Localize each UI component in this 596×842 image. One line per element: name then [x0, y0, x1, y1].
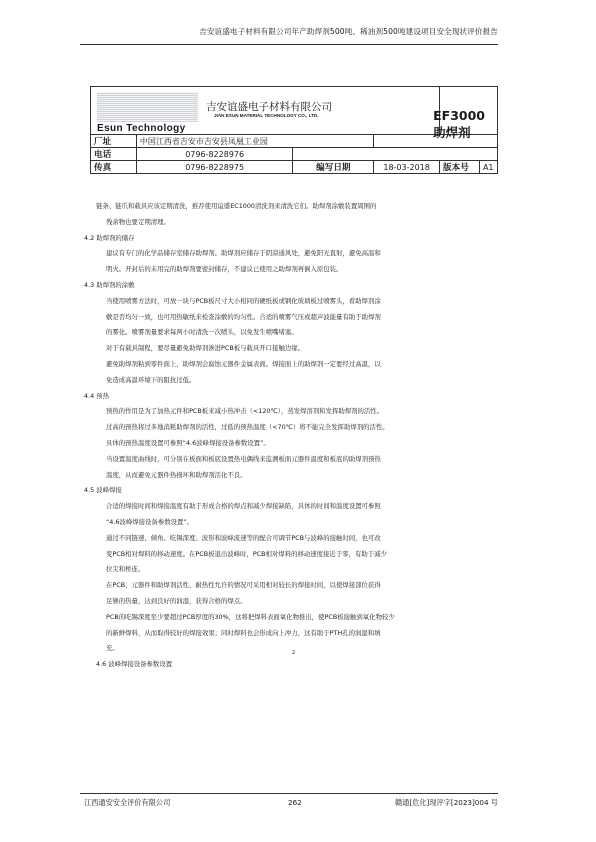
- logo-text: Esun Technology: [97, 123, 186, 134]
- body-line: 当设置温度曲线时，可分别在板面和板底设置热电偶线来监测板面元器件温度和板底的助焊剂预热: [106, 454, 381, 463]
- version-label: 版本号: [440, 161, 480, 174]
- body-line: 对于有载具制程，要尽量避免助焊剂渗进PCB板与载具开口接触边缘。: [106, 344, 305, 353]
- body-line: 通过不同链速、倾角、吃锡深度、波形和波峰流速等的配合可调节PCB与波峰的接触时间，也可改: [106, 533, 381, 542]
- product-info-sheet: [90, 86, 498, 192]
- body-line: 链条、链爪和载具应该定期清洗，推荐使用谊盛EC1000清洗剂来清洗它们。助焊剂涂敷装置周围的: [96, 202, 377, 210]
- body-line: 敷是否均匀一致，也可用热敏纸来检查涂敷的均匀性。合适的喷雾气压或超声波能量有助于助焊剂: [106, 312, 381, 321]
- footer-left: 江西通安安全评价有限公司: [84, 798, 171, 807]
- body-line: 具体的预热温度设置可参照“4.6波峰焊接设备参数设置”。: [106, 438, 270, 447]
- body-line: “4.6波峰焊接设备参数设置”。: [106, 517, 194, 526]
- factory-value: 中国江西省吉安市吉安县凤凰工业园: [136, 135, 373, 148]
- body-line: 足够的热量，达到良好的润湿，获得合格的焊点。: [106, 596, 247, 605]
- body-line: 拉尖和桥连。: [106, 565, 145, 574]
- body-line: 温度，从而避免元器件热损坏和助焊剂活化不良。: [106, 470, 247, 479]
- fax-value: 0796-8228975: [136, 161, 293, 174]
- company-name-cn: 吉安谊盛电子材料有限公司: [206, 101, 332, 113]
- phone-label: 电话: [91, 148, 137, 161]
- sheet-header-table: [90, 86, 498, 174]
- section-heading: 4.4 预热: [84, 391, 109, 400]
- empty-cell: [293, 148, 498, 161]
- body-line: 过高的预热将过多地消耗助焊剂的活性，过低的预热温度（<70℃）将不能完全发挥助焊剂的活性。: [106, 423, 389, 432]
- body-line: 避免助焊剂粘到零件面上，助焊剂会腐蚀元器件金属表面。焊接面上的助焊剂一定要经过高温，以: [106, 359, 381, 368]
- body-line: 当使用喷雾方法时，可放一块与PCB板尺寸大小相同的硬纸板或钢化玻璃板过喷雾头，看助焊剂涂: [106, 296, 381, 305]
- section-heading: 4.5 波峰焊接: [84, 486, 122, 495]
- factory-label: 厂址: [91, 135, 137, 148]
- date-value: 18-03-2018: [374, 161, 440, 174]
- document-body: [84, 199, 502, 673]
- date-label: 编写日期: [293, 161, 374, 174]
- footer-rule: [80, 793, 498, 794]
- body-line: 建议有专门的化学品储存室储存助焊剂。助焊剂应储存于阴凉通风处，避免阳光直射，避免高温和: [106, 249, 381, 258]
- phone-value: 0796-8228976: [136, 148, 293, 161]
- section-heading: 4.6 波峰焊接设备参数设置: [96, 660, 173, 669]
- body-line: 预热的作用是为了加热元件和PCB板来减小热冲击（<120℃），蒸发焊溶剂和发挥助焊剂的活性。: [106, 407, 384, 416]
- body-line: 充。: [106, 644, 119, 653]
- body-line: 的雾化。喷雾剂量要求每两小时清洗一次喷头，以免发生喷嘴堵塞。: [106, 328, 298, 337]
- page-number: 2: [292, 650, 296, 656]
- title-cell: [433, 87, 498, 140]
- fax-label: 传真: [91, 161, 137, 174]
- body-line: 变PCB相对焊料的移动速度。在PCB板退出波峰时，PCB相对焊料的移动速度接近于零，有助于减少: [106, 549, 387, 558]
- footer-center: 262: [288, 798, 302, 807]
- body-line: 的新鲜焊料，从而取得较好的焊接效果；同时焊料也会形成向上冲力，这有助于PTH孔的润湿和填: [106, 628, 381, 637]
- body-line: 在PCB、元器件和助焊剂活性、耐热性允许的情况可采用相对较长的焊接时间，以使焊接部位获得: [106, 581, 381, 590]
- body-line: 免造成高温环境下的阻抗过低。: [106, 375, 196, 384]
- body-line: 合适的焊接时间和焊接温度有助于形成合格的焊点和减少焊接缺陷，具体的时间和温度设置可参照: [106, 502, 381, 511]
- version-value: A1: [479, 161, 497, 174]
- header-rule: [80, 44, 498, 45]
- footer-right: 赣通[危化]现评字[2023]004 号: [394, 798, 498, 807]
- company-cell: [91, 87, 440, 135]
- section-heading: 4.3 助焊剂的涂敷: [84, 280, 135, 289]
- company-logo: [97, 92, 198, 122]
- section-heading: 4.2 助焊剂的储存: [84, 233, 135, 242]
- body-line: 残余物也要定期清理。: [106, 217, 170, 226]
- body-line: PCB的吃锡深度至少要超过PCB厚度的30%，这将把焊料表面氧化物推出，使PCB板接触到氧化物较少: [106, 612, 395, 621]
- running-header: 吉安谊盛电子材料有限公司年产助焊剂500吨、稀油剂500吨建设项目安全现状评价报告: [199, 27, 498, 36]
- body-line: 明火。开封后的未用完的助焊剂要密封储存，不建议已使用之助焊剂再倒入原包装。: [106, 265, 343, 274]
- product-title: EF3000 助焊剂: [433, 108, 485, 140]
- company-name-en: JIAN ESUN MATERIAL TECHNOLOGY CO., LTD.: [214, 113, 319, 118]
